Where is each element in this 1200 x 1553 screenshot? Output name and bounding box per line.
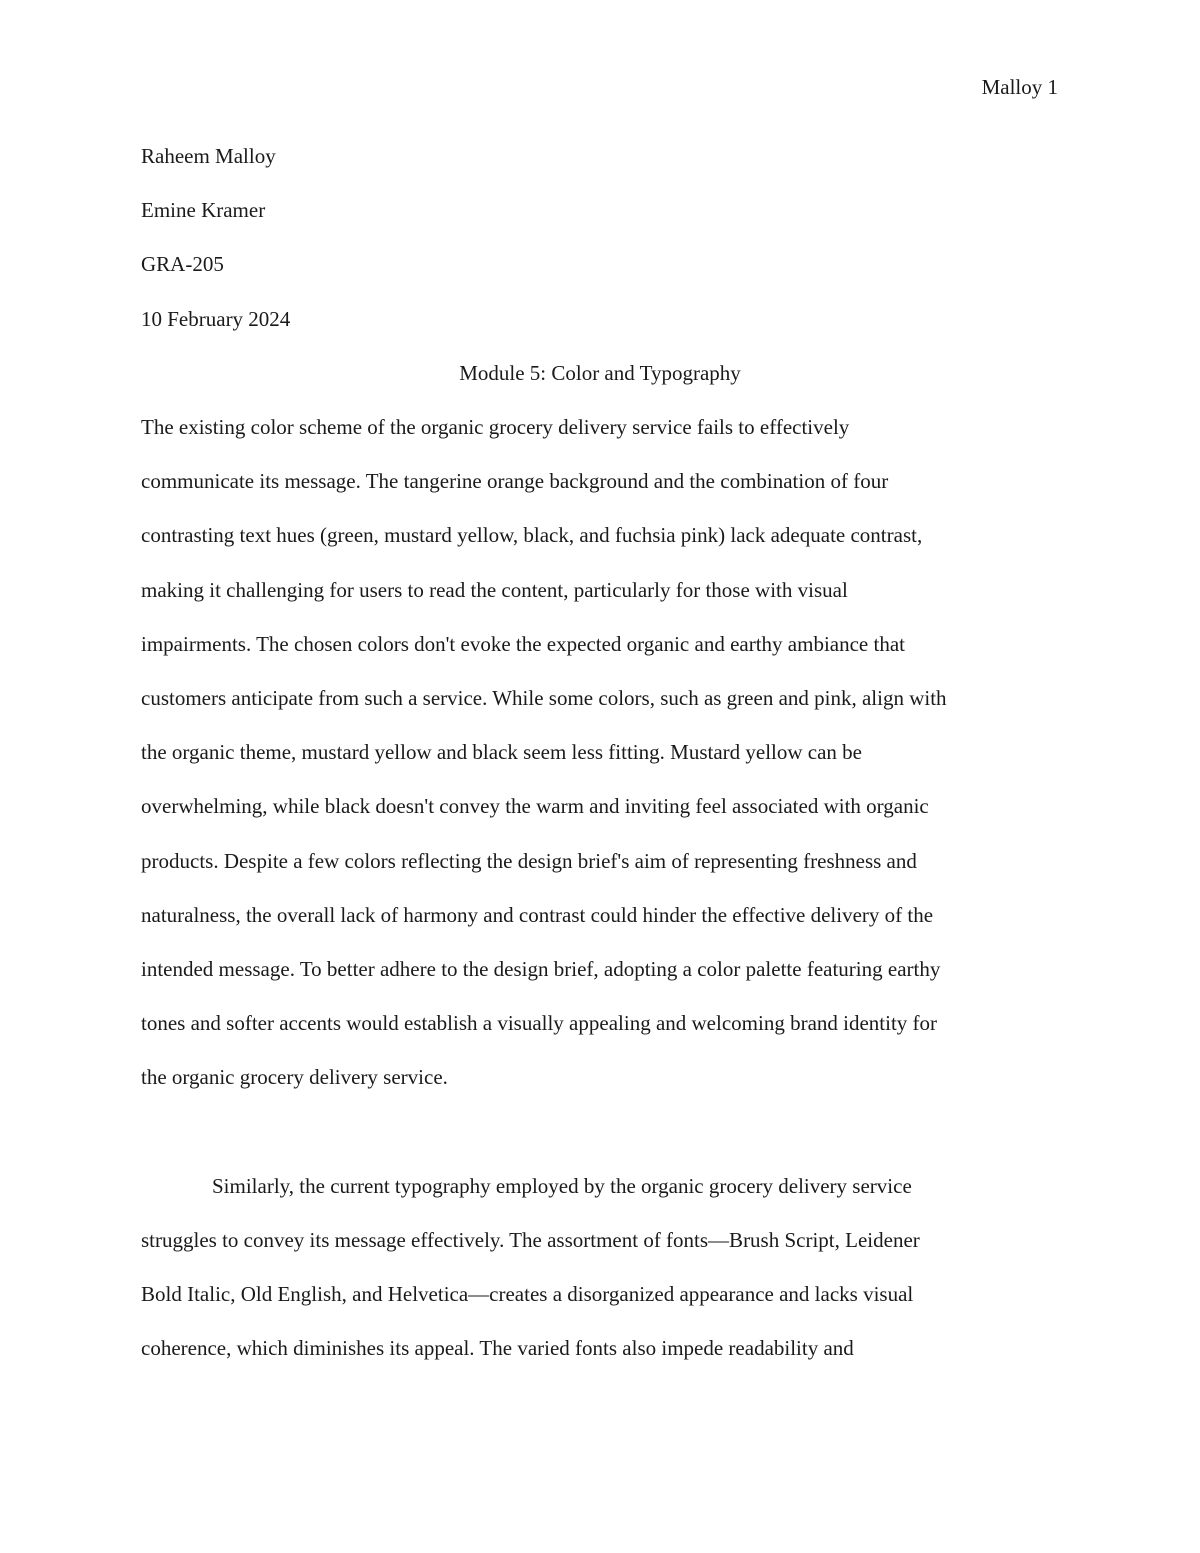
- paragraph-line: naturalness, the overall lack of harmony and contrast could hinder the effective delivery of the: [141, 902, 934, 927]
- running-head: Malloy 1: [981, 75, 1058, 99]
- essay-title: Module 5: Color and Typography: [459, 360, 741, 385]
- paragraph-line: intended message. To better adhere to the design brief, adopting a color palette featuring earthy: [141, 957, 941, 982]
- paragraph-line: the organic grocery delivery service.: [141, 1065, 448, 1090]
- paragraph-line: Bold Italic, Old English, and Helvetica—creates a disorganized appearance and lacks visual: [141, 1282, 914, 1307]
- paragraph-line: products. Despite a few colors reflecting the design brief's aim of representing freshness and: [141, 848, 917, 873]
- paragraph-typography: [141, 1159, 1059, 1376]
- paragraph-line: communicate its message. The tangerine orange background and the combination of four: [141, 469, 889, 494]
- student-name: Raheem Malloy: [141, 144, 276, 168]
- course-code: GRA-205: [141, 252, 224, 277]
- paragraph-line: struggles to convey its message effectively. The assortment of fonts—Brush Script, Leidener: [141, 1228, 920, 1253]
- paragraph-line: impairments. The chosen colors don't evoke the expected organic and earthy ambiance that: [141, 631, 905, 656]
- instructor-name: Emine Kramer: [141, 198, 266, 223]
- paragraph-line: tones and softer accents would establish a visually appealing and welcoming brand identity for: [141, 1011, 938, 1036]
- paragraph-line: contrasting text hues (green, mustard yellow, black, and fuchsia pink) lack adequate contrast,: [141, 523, 923, 548]
- paragraph-line: overwhelming, while black doesn't convey the warm and inviting feel associated with organic: [141, 794, 929, 819]
- paragraph-line: the organic theme, mustard yellow and black seem less fitting. Mustard yellow can be: [141, 740, 863, 765]
- paragraph-line: The existing color scheme of the organic grocery delivery service fails to effectively: [141, 415, 850, 440]
- paragraph-spacer: [141, 1105, 1059, 1159]
- paragraph-color: [141, 400, 1059, 1105]
- document-body: [141, 129, 1059, 1376]
- paragraph-line: customers anticipate from such a service. While some colors, such as green and pink, align with: [141, 686, 947, 711]
- paragraph-line: making it challenging for users to read the content, particularly for those with visual: [141, 577, 848, 602]
- paragraph-line: Similarly, the current typography employed by the organic grocery delivery service: [212, 1173, 912, 1198]
- date: 10 February 2024: [141, 306, 291, 331]
- paragraph-line: coherence, which diminishes its appeal. The varied fonts also impede readability and: [141, 1336, 854, 1361]
